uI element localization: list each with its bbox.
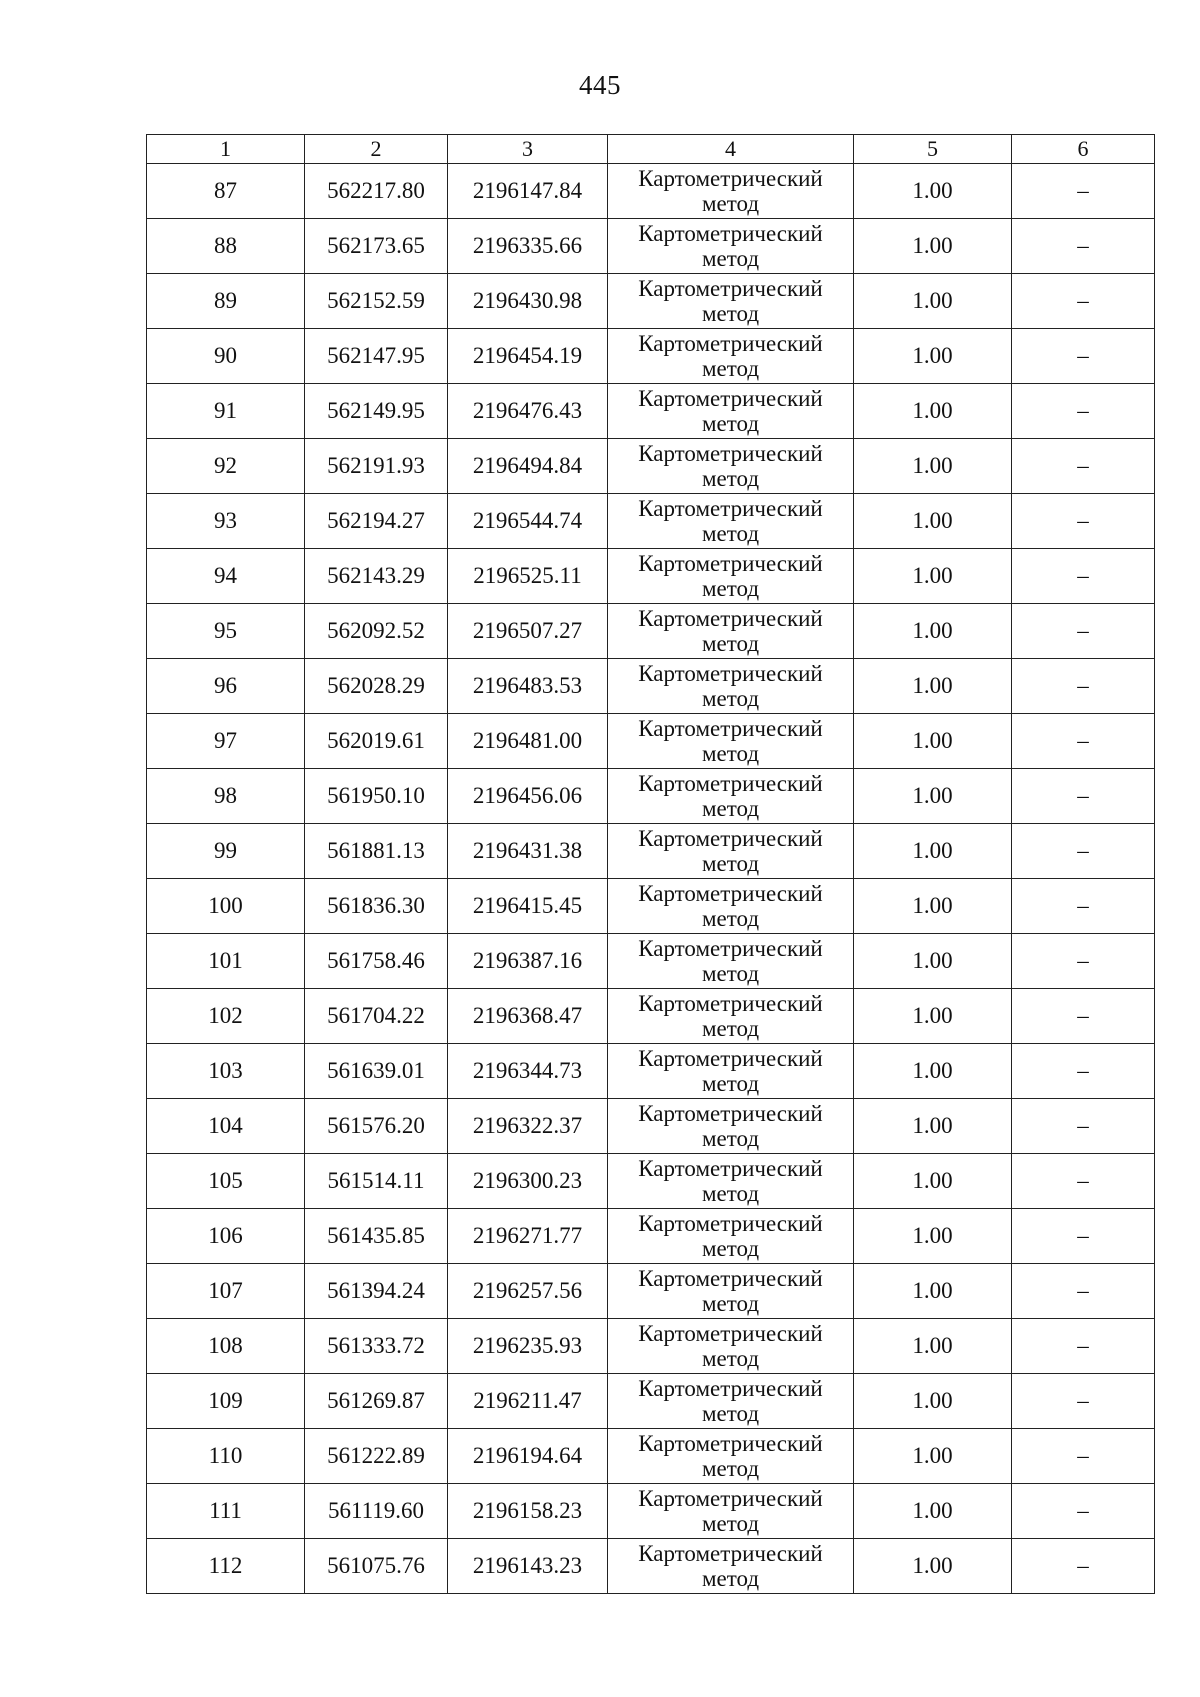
accuracy-value: 1.00 bbox=[854, 1209, 1012, 1264]
coordinate-x: 562173.65 bbox=[305, 219, 448, 274]
coordinate-y: 2196143.23 bbox=[448, 1539, 608, 1594]
point-number: 93 bbox=[147, 494, 305, 549]
accuracy-value: 1.00 bbox=[854, 879, 1012, 934]
point-number: 106 bbox=[147, 1209, 305, 1264]
coordinate-y: 2196158.23 bbox=[448, 1484, 608, 1539]
table-row bbox=[147, 329, 1155, 384]
point-number: 104 bbox=[147, 1099, 305, 1154]
method-cell bbox=[608, 604, 854, 659]
coordinate-y: 2196368.47 bbox=[448, 989, 608, 1044]
header-col-6: 6 bbox=[1012, 135, 1155, 164]
coordinate-y: 2196387.16 bbox=[448, 934, 608, 989]
method-line-2: метод bbox=[701, 1291, 760, 1316]
method-cell bbox=[608, 1484, 854, 1539]
accuracy-value: 1.00 bbox=[854, 549, 1012, 604]
table-row bbox=[147, 604, 1155, 659]
method-cell bbox=[608, 989, 854, 1044]
point-number: 101 bbox=[147, 934, 305, 989]
method-cell bbox=[608, 329, 854, 384]
method-line-2: метод bbox=[701, 686, 760, 711]
point-number: 103 bbox=[147, 1044, 305, 1099]
note-cell: – bbox=[1012, 1539, 1155, 1594]
note-cell: – bbox=[1012, 989, 1155, 1044]
method-line-1: Картометрический bbox=[638, 276, 823, 301]
point-number: 99 bbox=[147, 824, 305, 879]
method-line-1: Картометрический bbox=[638, 221, 823, 246]
coordinate-y: 2196271.77 bbox=[448, 1209, 608, 1264]
method-line-2: метод bbox=[701, 851, 760, 876]
method-line-2: метод bbox=[701, 411, 760, 436]
table-row bbox=[147, 384, 1155, 439]
method-cell bbox=[608, 274, 854, 329]
note-cell: – bbox=[1012, 494, 1155, 549]
coordinate-y: 2196194.64 bbox=[448, 1429, 608, 1484]
coordinate-y: 2196415.45 bbox=[448, 879, 608, 934]
method-line-2: метод bbox=[701, 521, 760, 546]
method-line-2: метод bbox=[701, 1511, 760, 1536]
coordinate-x: 562143.29 bbox=[305, 549, 448, 604]
method-cell bbox=[608, 769, 854, 824]
header-col-5: 5 bbox=[854, 135, 1012, 164]
method-line-2: метод bbox=[701, 576, 760, 601]
method-cell bbox=[608, 1099, 854, 1154]
accuracy-value: 1.00 bbox=[854, 824, 1012, 879]
table-row bbox=[147, 1374, 1155, 1429]
method-line-2: метод bbox=[701, 356, 760, 381]
table-row bbox=[147, 1264, 1155, 1319]
note-cell: – bbox=[1012, 769, 1155, 824]
table-row bbox=[147, 1044, 1155, 1099]
accuracy-value: 1.00 bbox=[854, 659, 1012, 714]
accuracy-value: 1.00 bbox=[854, 164, 1012, 219]
method-line-1: Картометрический bbox=[638, 826, 823, 851]
table-row bbox=[147, 1539, 1155, 1594]
accuracy-value: 1.00 bbox=[854, 274, 1012, 329]
coordinate-y: 2196235.93 bbox=[448, 1319, 608, 1374]
method-line-2: метод bbox=[701, 906, 760, 931]
method-cell bbox=[608, 439, 854, 494]
method-line-1: Картометрический bbox=[638, 606, 823, 631]
note-cell: – bbox=[1012, 1209, 1155, 1264]
header-col-1: 1 bbox=[147, 135, 305, 164]
coordinate-x: 561514.11 bbox=[305, 1154, 448, 1209]
coordinate-y: 2196483.53 bbox=[448, 659, 608, 714]
accuracy-value: 1.00 bbox=[854, 1044, 1012, 1099]
method-cell bbox=[608, 1154, 854, 1209]
note-cell: – bbox=[1012, 219, 1155, 274]
point-number: 105 bbox=[147, 1154, 305, 1209]
method-line-2: метод bbox=[701, 246, 760, 271]
note-cell: – bbox=[1012, 1429, 1155, 1484]
coordinate-y: 2196335.66 bbox=[448, 219, 608, 274]
coordinate-y: 2196431.38 bbox=[448, 824, 608, 879]
header-col-2: 2 bbox=[305, 135, 448, 164]
point-number: 91 bbox=[147, 384, 305, 439]
method-line-1: Картометрический bbox=[638, 1211, 823, 1236]
coordinate-y: 2196456.06 bbox=[448, 769, 608, 824]
method-cell bbox=[608, 164, 854, 219]
header-col-3: 3 bbox=[448, 135, 608, 164]
method-line-2: метод bbox=[701, 1401, 760, 1426]
table-row bbox=[147, 989, 1155, 1044]
table-row bbox=[147, 934, 1155, 989]
table-row bbox=[147, 1429, 1155, 1484]
method-line-1: Картометрический bbox=[638, 1321, 823, 1346]
method-line-1: Картометрический bbox=[638, 441, 823, 466]
method-cell bbox=[608, 659, 854, 714]
coordinate-x: 562092.52 bbox=[305, 604, 448, 659]
table-row bbox=[147, 824, 1155, 879]
point-number: 90 bbox=[147, 329, 305, 384]
note-cell: – bbox=[1012, 879, 1155, 934]
coordinate-y: 2196300.23 bbox=[448, 1154, 608, 1209]
table-row bbox=[147, 549, 1155, 604]
note-cell: – bbox=[1012, 659, 1155, 714]
point-number: 111 bbox=[147, 1484, 305, 1539]
coordinate-x: 561269.87 bbox=[305, 1374, 448, 1429]
method-cell bbox=[608, 1264, 854, 1319]
note-cell: – bbox=[1012, 1154, 1155, 1209]
method-line-2: метод bbox=[701, 741, 760, 766]
method-line-1: Картометрический bbox=[638, 166, 823, 191]
method-cell bbox=[608, 1319, 854, 1374]
method-line-2: метод bbox=[701, 961, 760, 986]
method-line-2: метод bbox=[701, 1456, 760, 1481]
method-cell bbox=[608, 879, 854, 934]
accuracy-value: 1.00 bbox=[854, 934, 1012, 989]
accuracy-value: 1.00 bbox=[854, 604, 1012, 659]
coordinate-y: 2196211.47 bbox=[448, 1374, 608, 1429]
note-cell: – bbox=[1012, 824, 1155, 879]
note-cell: – bbox=[1012, 1319, 1155, 1374]
method-line-1: Картометрический bbox=[638, 1266, 823, 1291]
method-line-1: Картометрический bbox=[638, 1046, 823, 1071]
point-number: 95 bbox=[147, 604, 305, 659]
table-row bbox=[147, 879, 1155, 934]
page-number: 445 bbox=[579, 70, 621, 100]
table-row bbox=[147, 1209, 1155, 1264]
method-line-1: Картометрический bbox=[638, 496, 823, 521]
table-row bbox=[147, 714, 1155, 769]
method-cell bbox=[608, 494, 854, 549]
method-line-1: Картометрический bbox=[638, 1486, 823, 1511]
accuracy-value: 1.00 bbox=[854, 1264, 1012, 1319]
table-row bbox=[147, 659, 1155, 714]
point-number: 88 bbox=[147, 219, 305, 274]
method-cell bbox=[608, 934, 854, 989]
accuracy-value: 1.00 bbox=[854, 439, 1012, 494]
coordinate-x: 562019.61 bbox=[305, 714, 448, 769]
note-cell: – bbox=[1012, 164, 1155, 219]
coordinate-x: 561758.46 bbox=[305, 934, 448, 989]
accuracy-value: 1.00 bbox=[854, 714, 1012, 769]
coordinate-x: 562152.59 bbox=[305, 274, 448, 329]
note-cell: – bbox=[1012, 1374, 1155, 1429]
coordinate-x: 562191.93 bbox=[305, 439, 448, 494]
coordinate-y: 2196507.27 bbox=[448, 604, 608, 659]
method-line-2: метод bbox=[701, 1126, 760, 1151]
coordinate-y: 2196344.73 bbox=[448, 1044, 608, 1099]
point-number: 107 bbox=[147, 1264, 305, 1319]
method-cell bbox=[608, 824, 854, 879]
coordinate-y: 2196257.56 bbox=[448, 1264, 608, 1319]
method-cell bbox=[608, 384, 854, 439]
method-line-2: метод bbox=[701, 1236, 760, 1261]
coordinate-x: 561836.30 bbox=[305, 879, 448, 934]
method-line-1: Картометрический bbox=[638, 771, 823, 796]
point-number: 110 bbox=[147, 1429, 305, 1484]
table-row bbox=[147, 219, 1155, 274]
point-number: 108 bbox=[147, 1319, 305, 1374]
method-line-1: Картометрический bbox=[638, 716, 823, 741]
method-line-1: Картометрический bbox=[638, 1101, 823, 1126]
coordinate-y: 2196454.19 bbox=[448, 329, 608, 384]
accuracy-value: 1.00 bbox=[854, 1374, 1012, 1429]
method-line-1: Картометрический bbox=[638, 661, 823, 686]
method-line-1: Картометрический bbox=[638, 881, 823, 906]
point-number: 97 bbox=[147, 714, 305, 769]
accuracy-value: 1.00 bbox=[854, 1539, 1012, 1594]
note-cell: – bbox=[1012, 549, 1155, 604]
point-number: 109 bbox=[147, 1374, 305, 1429]
coordinate-x: 561394.24 bbox=[305, 1264, 448, 1319]
coordinate-x: 561119.60 bbox=[305, 1484, 448, 1539]
table-row bbox=[147, 1154, 1155, 1209]
coordinate-x: 561639.01 bbox=[305, 1044, 448, 1099]
coordinate-y: 2196525.11 bbox=[448, 549, 608, 604]
note-cell: – bbox=[1012, 1044, 1155, 1099]
coordinate-y: 2196481.00 bbox=[448, 714, 608, 769]
coordinate-x: 562028.29 bbox=[305, 659, 448, 714]
coordinate-y: 2196476.43 bbox=[448, 384, 608, 439]
table-row bbox=[147, 164, 1155, 219]
method-line-1: Картометрический bbox=[638, 1156, 823, 1181]
coordinates-table bbox=[146, 134, 1155, 1594]
coordinate-y: 2196147.84 bbox=[448, 164, 608, 219]
header-row bbox=[147, 135, 1155, 164]
method-cell bbox=[608, 1539, 854, 1594]
table-row bbox=[147, 1319, 1155, 1374]
method-cell bbox=[608, 549, 854, 604]
coordinate-y: 2196322.37 bbox=[448, 1099, 608, 1154]
coordinate-x: 561333.72 bbox=[305, 1319, 448, 1374]
accuracy-value: 1.00 bbox=[854, 1099, 1012, 1154]
table-row bbox=[147, 1099, 1155, 1154]
method-cell bbox=[608, 714, 854, 769]
method-line-2: метод bbox=[701, 796, 760, 821]
accuracy-value: 1.00 bbox=[854, 1154, 1012, 1209]
note-cell: – bbox=[1012, 604, 1155, 659]
method-cell bbox=[608, 1209, 854, 1264]
method-line-2: метод bbox=[701, 1181, 760, 1206]
method-line-1: Картометрический bbox=[638, 991, 823, 1016]
note-cell: – bbox=[1012, 384, 1155, 439]
method-line-2: метод bbox=[701, 1071, 760, 1096]
method-cell bbox=[608, 1374, 854, 1429]
method-line-2: метод bbox=[701, 466, 760, 491]
method-line-2: метод bbox=[701, 301, 760, 326]
method-line-1: Картометрический bbox=[638, 1541, 823, 1566]
accuracy-value: 1.00 bbox=[854, 329, 1012, 384]
coordinate-x: 561576.20 bbox=[305, 1099, 448, 1154]
note-cell: – bbox=[1012, 1484, 1155, 1539]
table-row bbox=[147, 439, 1155, 494]
accuracy-value: 1.00 bbox=[854, 494, 1012, 549]
point-number: 94 bbox=[147, 549, 305, 604]
method-line-2: метод bbox=[701, 1566, 760, 1591]
method-line-2: метод bbox=[701, 631, 760, 656]
table-row bbox=[147, 769, 1155, 824]
point-number: 112 bbox=[147, 1539, 305, 1594]
table-row bbox=[147, 1484, 1155, 1539]
note-cell: – bbox=[1012, 329, 1155, 384]
accuracy-value: 1.00 bbox=[854, 384, 1012, 439]
point-number: 89 bbox=[147, 274, 305, 329]
method-line-1: Картометрический bbox=[638, 331, 823, 356]
coordinate-x: 562194.27 bbox=[305, 494, 448, 549]
note-cell: – bbox=[1012, 714, 1155, 769]
table-row bbox=[147, 494, 1155, 549]
coordinate-y: 2196544.74 bbox=[448, 494, 608, 549]
accuracy-value: 1.00 bbox=[854, 989, 1012, 1044]
coordinate-x: 561881.13 bbox=[305, 824, 448, 879]
method-line-1: Картометрический bbox=[638, 1376, 823, 1401]
point-number: 96 bbox=[147, 659, 305, 714]
method-line-1: Картометрический bbox=[638, 1431, 823, 1456]
method-line-1: Картометрический bbox=[638, 386, 823, 411]
point-number: 102 bbox=[147, 989, 305, 1044]
point-number: 92 bbox=[147, 439, 305, 494]
accuracy-value: 1.00 bbox=[854, 1429, 1012, 1484]
point-number: 100 bbox=[147, 879, 305, 934]
method-line-1: Картометрический bbox=[638, 936, 823, 961]
note-cell: – bbox=[1012, 934, 1155, 989]
method-cell bbox=[608, 1044, 854, 1099]
accuracy-value: 1.00 bbox=[854, 1484, 1012, 1539]
method-line-2: метод bbox=[701, 1016, 760, 1041]
coordinate-y: 2196430.98 bbox=[448, 274, 608, 329]
accuracy-value: 1.00 bbox=[854, 1319, 1012, 1374]
header-col-4: 4 bbox=[608, 135, 854, 164]
coordinate-y: 2196494.84 bbox=[448, 439, 608, 494]
point-number: 87 bbox=[147, 164, 305, 219]
method-line-2: метод bbox=[701, 191, 760, 216]
note-cell: – bbox=[1012, 1264, 1155, 1319]
coordinate-x: 561435.85 bbox=[305, 1209, 448, 1264]
accuracy-value: 1.00 bbox=[854, 219, 1012, 274]
note-cell: – bbox=[1012, 1099, 1155, 1154]
point-number: 98 bbox=[147, 769, 305, 824]
table-row bbox=[147, 274, 1155, 329]
accuracy-value: 1.00 bbox=[854, 769, 1012, 824]
coordinate-x: 562217.80 bbox=[305, 164, 448, 219]
method-cell bbox=[608, 219, 854, 274]
coordinate-x: 562149.95 bbox=[305, 384, 448, 439]
note-cell: – bbox=[1012, 274, 1155, 329]
coordinate-x: 562147.95 bbox=[305, 329, 448, 384]
method-line-1: Картометрический bbox=[638, 551, 823, 576]
method-line-2: метод bbox=[701, 1346, 760, 1371]
coordinate-x: 561704.22 bbox=[305, 989, 448, 1044]
method-cell bbox=[608, 1429, 854, 1484]
coordinate-x: 561950.10 bbox=[305, 769, 448, 824]
note-cell: – bbox=[1012, 439, 1155, 494]
table-body bbox=[147, 164, 1155, 1594]
coordinate-x: 561075.76 bbox=[305, 1539, 448, 1594]
coordinate-x: 561222.89 bbox=[305, 1429, 448, 1484]
